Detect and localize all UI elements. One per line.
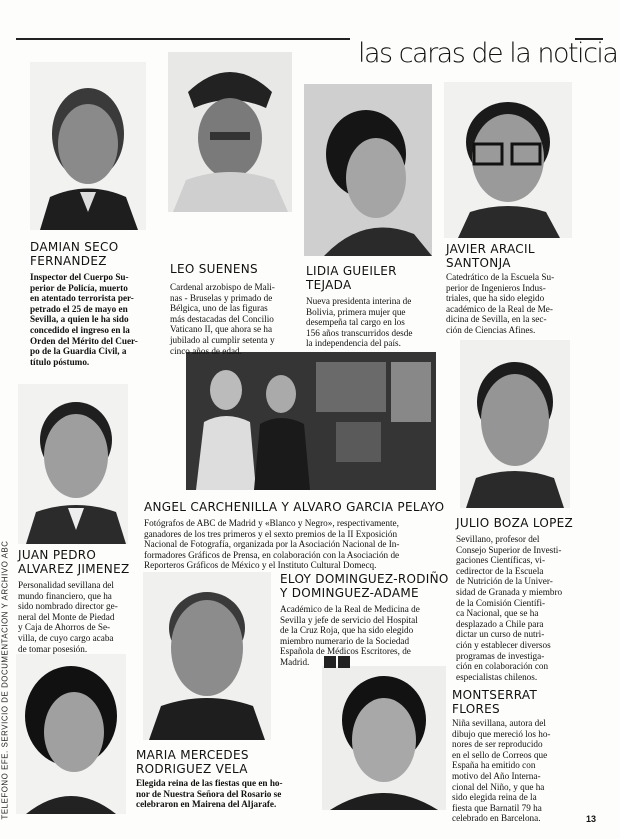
portrait-rodriguez [16, 654, 126, 814]
caption-carchenilla-pelayo: Fotógrafos de ABC de Madrid y «Blanco y Negro», respectivamente, ganadores de los tres primeros y el sexto premios de la II Exposición Nacional de Fotografía, organizada por la Asociación Nacional de In- formadores Gráficos de Prensa, en colaboración con la Asociación de Reporteros Gráficos de México y el Instituto Cultural Domecq. [144, 518, 400, 571]
portrait-gueiler [304, 84, 432, 256]
portrait-boza [460, 340, 570, 508]
caption-seco: Inspector del Cuerpo Su- perior de Policía, muerto en atentado terrorista per- petrado el 25 de mayo en Sevilla, a quien le ha sido concedido el ingreso en la Orden del Mérito del Cuer- po de la Guardia Civil, a título póstumo. [30, 272, 138, 367]
caption-aracil: Catedrático de la Escuela Su- perior de Ingenieros Indus- triales, que ha sido elegido académico de la Real de Me- dicina de Sevilla, en la sec- ción de Ciencias Afines. [446, 272, 555, 335]
portrait-flores [322, 666, 446, 810]
caption-boza: Sevillano, profesor del Consejo Superior de Investi- gaciones Científicas, vi- cedirector de la Escuela de Nutrición de la Univer- sidad de Granada y miembro de la Comisión Científi- ca Nacional, que se ha desplazado a Chile para dictar un curso de nutri- ción y establecer diversos programas de investiga- ción en colaboración con especialistas chilenos. [456, 534, 563, 682]
portrait-seco [30, 62, 146, 230]
name-aracil: JAVIER ARACIL SANTONJA [446, 242, 535, 270]
name-flores: MONTSERRAT FLORES [452, 688, 538, 716]
name-carchenilla-pelayo: ANGEL CARCHENILLA Y ALVARO GARCIA PELAYO [144, 500, 445, 514]
caption-dominguez: Académico de la Real de Medicina de Sevilla y jefe de servicio del Hospital de la Cruz Roja, que ha sido elegido miembro numerario de la Sociedad Española de Médicos Escritores, de Madrid. [280, 604, 420, 667]
page-title: las caras de la noticia [358, 38, 618, 69]
header-rule [16, 38, 350, 40]
caption-rodriguez: Elegida reina de las fiestas que en ho- nor de Nuestra Señora del Rosario se celebraron en Mairena del Aljarafe. [136, 778, 283, 810]
portrait-alvarez [18, 384, 128, 544]
name-rodriguez: MARIA MERCEDES RODRIGUEZ VELA [136, 748, 249, 776]
photo-carchenilla-pelayo [186, 352, 436, 490]
caption-flores: Niña sevillana, autora del dibujo que mereció los ho- nores de ser reproducido en el sello de Correos que España ha emitido con motivo del Año Interna- cional del Niño, y que ha sido elegida reina de la fiesta que Barnatil 79 ha celebrado en Barcelona. [452, 718, 551, 824]
side-credit: TELEFONO EFE. SERVICIO DE DOCUMENTACION Y ARCHIVO ABC [0, 540, 10, 820]
caption-alvarez: Personalidad sevillana del mundo financiero, que ha sido nombrado director ge- neral del Monte de Piedad y Caja de Ahorros de Se- villa, de cuyo cargo acaba de tomar posesión. [18, 580, 118, 654]
name-dominguez: ELOY DOMINGUEZ-RODIÑO Y DOMINGUEZ-ADAME [280, 572, 449, 600]
name-suenens: LEO SUENENS [170, 262, 258, 276]
page-number: 13 [586, 814, 597, 824]
caption-suenens: Cardenal arzobispo de Mali- nas - Bruselas y primado de Bélgica, uno de las figuras más destacadas del Concilio Vaticano II, que ahora se ha jubilado al cumplir setenta y cinco años de edad. [170, 282, 275, 356]
name-seco: DAMIAN SECO FERNANDEZ [30, 240, 119, 268]
caption-gueiler: Nueva presidenta interina de Bolivia, primera mujer que desempeña tal cargo en los 156 años transcurridos desde la independencia del país. [306, 296, 413, 349]
portrait-aracil [444, 82, 572, 238]
portrait-suenens [168, 52, 292, 212]
portrait-dominguez [143, 572, 271, 740]
name-alvarez: JUAN PEDRO ALVAREZ JIMENEZ [18, 548, 130, 576]
name-gueiler: LIDIA GUEILER TEJADA [306, 264, 397, 292]
name-boza: JULIO BOZA LOPEZ [456, 516, 574, 530]
